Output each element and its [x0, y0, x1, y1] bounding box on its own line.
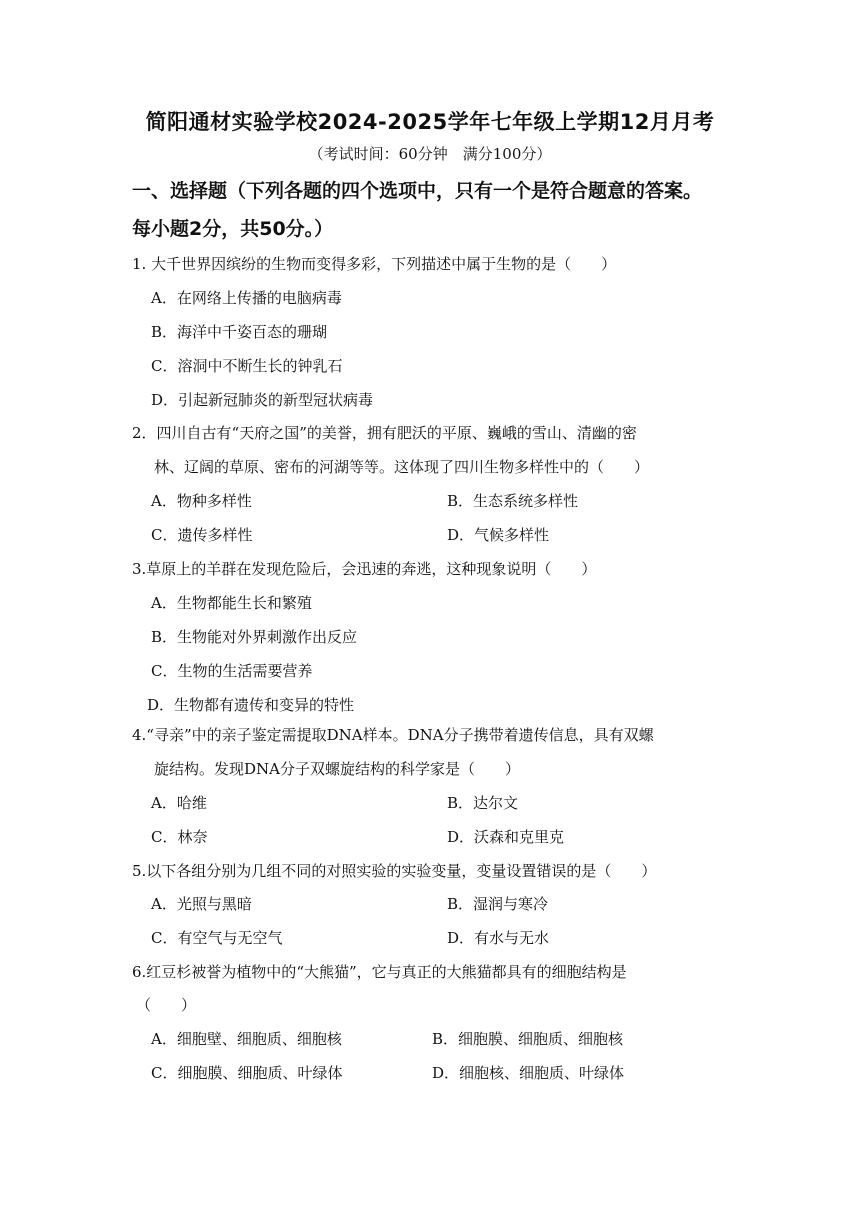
- question-1-option-c: C．溶洞中不断生长的钟乳石: [151, 357, 343, 375]
- question-4-stem-line-2: 旋结构。发现DNA分子双螺旋结构的科学家是（ ）: [154, 760, 520, 778]
- question-1-option-a: A．在网络上传播的电脑病毒: [151, 289, 342, 307]
- question-2-stem-line-1: 2．四川自古有“天府之国”的美誉，拥有肥沃的平原、巍峨的雪山、清幽的密: [132, 424, 637, 442]
- question-2-option-c: C．遗传多样性: [151, 526, 253, 544]
- section-heading-line-1: 一、选择题（下列各题的四个选项中，只有一个是符合题意的答案。: [132, 180, 703, 202]
- exam-title: 简阳通材实验学校2024-2025学年七年级上学期12月月考: [145, 110, 715, 134]
- question-6-stem-line-1: 6.红豆杉被誉为植物中的“大熊猫”，它与真正的大熊猫都具有的细胞结构是: [132, 963, 627, 981]
- question-2-option-b: B．生态系统多样性: [447, 492, 579, 510]
- question-2-option-a: A．物种多样性: [151, 492, 252, 510]
- question-4-stem-line-1: 4.“寻亲”中的亲子鉴定需提取DNA样本。DNA分子携带着遗传信息，具有双螺: [132, 726, 654, 744]
- question-4-option-c: C．林奈: [151, 828, 208, 846]
- question-5-stem: 5.以下各组分别为几组不同的对照实验的实验变量，变量设置错误的是（ ）: [132, 862, 657, 880]
- question-1-stem: 1. 大千世界因缤纷的生物而变得多彩，下列描述中属于生物的是（ ）: [132, 255, 617, 273]
- question-2-option-d: D．气候多样性: [447, 526, 550, 544]
- question-5-option-c: C．有空气与无空气: [151, 929, 283, 947]
- question-3-option-d: D．生物都有遗传和变异的特性: [147, 696, 355, 714]
- question-6-option-d: D．细胞核、细胞质、叶绿体: [432, 1064, 625, 1082]
- question-6-option-b: B．细胞膜、细胞质、细胞核: [432, 1030, 624, 1048]
- exam-subtitle: （考试时间：60分钟 满分100分）: [308, 145, 552, 163]
- question-5-option-d: D．有水与无水: [447, 929, 550, 947]
- section-heading: [132, 172, 752, 248]
- question-5-option-b: B．湿润与寒冷: [447, 895, 549, 913]
- question-4-option-d: D．沃森和克里克: [447, 828, 565, 846]
- question-4-option-b: B．达尔文: [447, 794, 519, 812]
- question-4-option-a: A．哈维: [151, 794, 207, 812]
- question-1-option-d: D．引起新冠肺炎的新型冠状病毒: [151, 391, 374, 409]
- question-1-option-b: B．海洋中千姿百态的珊瑚: [151, 323, 328, 341]
- question-6-option-c: C．细胞膜、细胞质、叶绿体: [151, 1064, 343, 1082]
- question-3-stem: 3.草原上的羊群在发现危险后，会迅速的奔逃，这种现象说明（ ）: [132, 560, 597, 578]
- question-5-option-a: A．光照与黑暗: [151, 895, 252, 913]
- question-3-option-b: B．生物能对外界刺激作出反应: [151, 628, 358, 646]
- question-3-option-c: C．生物的生活需要营养: [151, 662, 313, 680]
- question-6-stem-line-2: （ ）: [136, 996, 197, 1014]
- question-3-option-a: A．生物都能生长和繁殖: [151, 594, 312, 612]
- section-heading-line-2: 每小题2分，共50分。）: [132, 218, 334, 240]
- question-2-stem-line-2: 林、辽阔的草原、密布的河湖等等。这体现了四川生物多样性中的（ ）: [154, 458, 650, 476]
- question-6-option-a: A．细胞壁、细胞质、细胞核: [151, 1030, 342, 1048]
